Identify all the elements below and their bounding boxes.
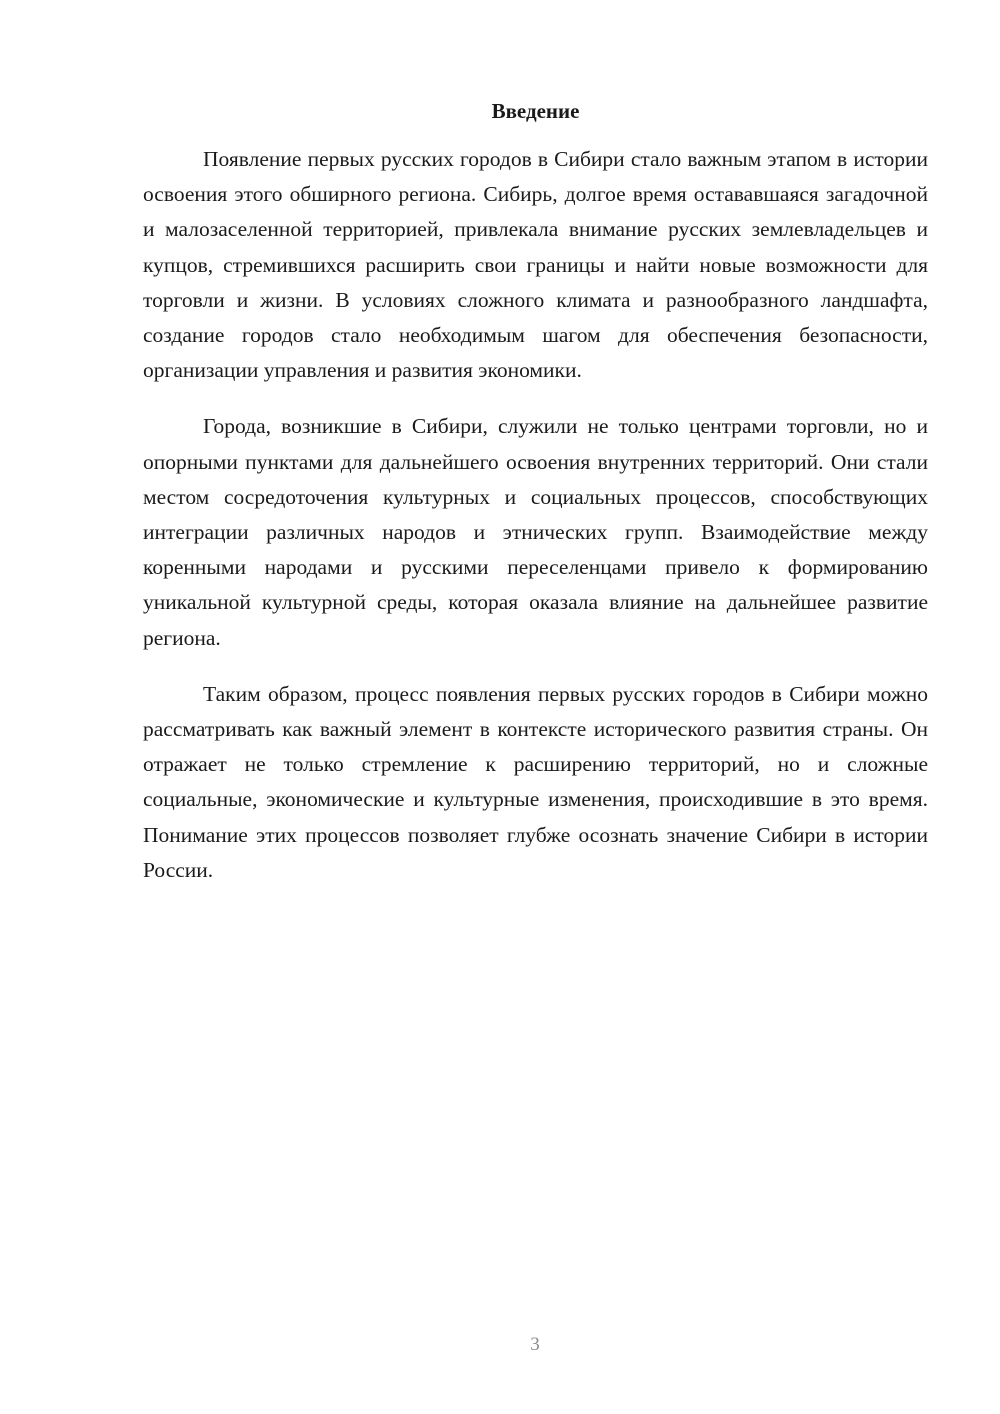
section-title: Введение <box>491 99 580 123</box>
document-body <box>143 142 928 909</box>
paragraph-3: Таким образом, процесс появления первых русских городов в Сибири можно рассматривать как важный элемент в контексте исторического развития страны. Он отражает не только стремление к расширению территорий, но и сложные социальные, экономические и культурные изменения, происходившие в это время. Понимание этих процессов позволяет глубже осознать значение Сибири в истории России. <box>143 681 928 882</box>
paragraph-2: Города, возникшие в Сибири, служили не только центрами торговли, но и опорными пунктами для дальнейшего освоения внутренних территорий. Они стали местом сосредоточения культурных и социальных процессов, способствующих интеграции различных народов и этнических групп. Взаимодействие между коренными народами и русскими переселенцами привело к формированию уникальной культурной среды, которая оказала влияние на дальнейшее развитие региона. <box>143 414 928 650</box>
page-number: 3 <box>530 1334 540 1355</box>
paragraph-1: Появление первых русских городов в Сибири стало важным этапом в истории освоения этого обширного региона. Сибирь, долгое время остававшаяся загадочной и малозаселенной территорией, привлекала внимание русских землевладельцев и купцов, стремившихся расширить свои границы и найти новые возможности для торговли и жизни. В условиях сложного климата и разнообразного ландшафта, создание городов стало необходимым шагом для обеспечения безопасности, организации управления и развития экономики. <box>143 147 928 383</box>
